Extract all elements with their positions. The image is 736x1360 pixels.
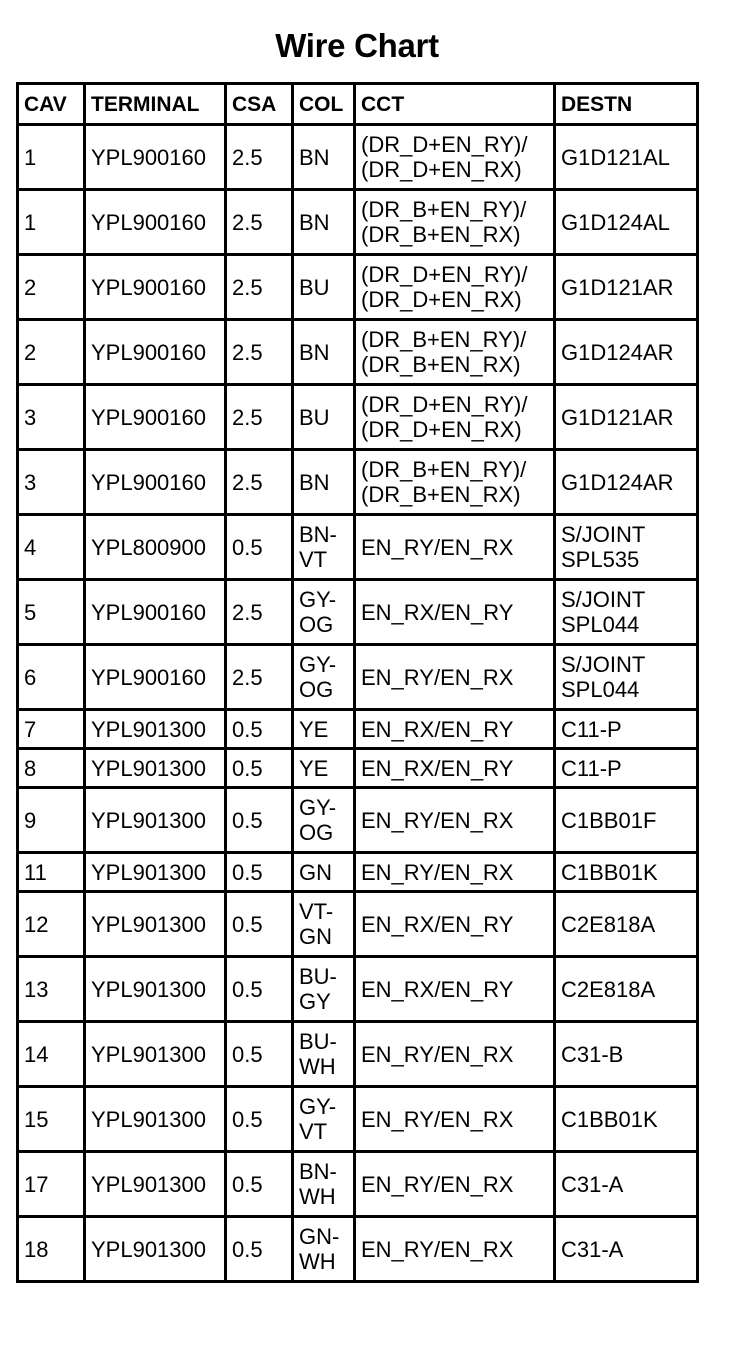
cell-csa: 2.5: [226, 385, 293, 450]
cell-cct: EN_RY/EN_RX: [355, 645, 555, 710]
table-row: [18, 853, 698, 892]
cell-terminal: YPL901300: [85, 853, 226, 892]
cell-terminal: YPL900160: [85, 385, 226, 450]
table-row: [18, 788, 698, 853]
cell-destn: S/JOINT SPL044: [555, 580, 698, 645]
cell-cav: 2: [18, 320, 85, 385]
cell-cav: 3: [18, 450, 85, 515]
table-row: [18, 749, 698, 788]
cell-col: YE: [293, 710, 355, 749]
table-row: [18, 190, 698, 255]
table-row: [18, 1152, 698, 1217]
cell-cct: EN_RY/EN_RX: [355, 1152, 555, 1217]
cell-terminal: YPL800900: [85, 515, 226, 580]
cell-cav: 4: [18, 515, 85, 580]
cell-cav: 8: [18, 749, 85, 788]
table-row: [18, 580, 698, 645]
cell-cav: 14: [18, 1022, 85, 1087]
header-col: COL: [293, 84, 355, 125]
cell-cav: 13: [18, 957, 85, 1022]
cell-destn: S/JOINT SPL535: [555, 515, 698, 580]
cell-terminal: YPL901300: [85, 1087, 226, 1152]
cell-cav: 9: [18, 788, 85, 853]
cell-cav: 15: [18, 1087, 85, 1152]
cell-csa: 2.5: [226, 645, 293, 710]
cell-col: BN: [293, 320, 355, 385]
table-row: [18, 255, 698, 320]
cell-csa: 0.5: [226, 515, 293, 580]
cell-terminal: YPL901300: [85, 788, 226, 853]
cell-terminal: YPL901300: [85, 1022, 226, 1087]
cell-csa: 2.5: [226, 450, 293, 515]
cell-terminal: YPL900160: [85, 645, 226, 710]
cell-cct: (DR_D+EN_RY)/ (DR_D+EN_RX): [355, 385, 555, 450]
cell-terminal: YPL900160: [85, 190, 226, 255]
cell-col: BU: [293, 255, 355, 320]
cell-destn: C31-B: [555, 1022, 698, 1087]
cell-col: GN- WH: [293, 1217, 355, 1282]
cell-destn: C2E818A: [555, 957, 698, 1022]
cell-col: GY- OG: [293, 580, 355, 645]
table-row: [18, 957, 698, 1022]
table-row: [18, 450, 698, 515]
header-destn: DESTN: [555, 84, 698, 125]
cell-terminal: YPL900160: [85, 320, 226, 385]
cell-destn: C31-A: [555, 1217, 698, 1282]
cell-cav: 7: [18, 710, 85, 749]
cell-destn: G1D124AR: [555, 320, 698, 385]
cell-csa: 0.5: [226, 710, 293, 749]
cell-cct: (DR_B+EN_RY)/ (DR_B+EN_RX): [355, 190, 555, 255]
cell-col: GY- VT: [293, 1087, 355, 1152]
cell-cct: EN_RY/EN_RX: [355, 788, 555, 853]
cell-terminal: YPL901300: [85, 957, 226, 1022]
cell-destn: G1D121AL: [555, 125, 698, 190]
table-row: [18, 125, 698, 190]
table-row: [18, 1022, 698, 1087]
cell-col: VT- GN: [293, 892, 355, 957]
cell-csa: 2.5: [226, 125, 293, 190]
cell-csa: 0.5: [226, 1152, 293, 1217]
cell-cct: (DR_B+EN_RY)/ (DR_B+EN_RX): [355, 450, 555, 515]
wire-chart-table: [16, 82, 699, 1283]
cell-cct: EN_RX/EN_RY: [355, 957, 555, 1022]
cell-cct: (DR_D+EN_RY)/ (DR_D+EN_RX): [355, 255, 555, 320]
cell-csa: 0.5: [226, 892, 293, 957]
cell-cct: EN_RY/EN_RX: [355, 1217, 555, 1282]
cell-destn: G1D121AR: [555, 255, 698, 320]
cell-destn: G1D124AR: [555, 450, 698, 515]
cell-cct: EN_RX/EN_RY: [355, 892, 555, 957]
cell-col: BN- WH: [293, 1152, 355, 1217]
cell-cct: (DR_D+EN_RY)/ (DR_D+EN_RX): [355, 125, 555, 190]
cell-destn: C31-A: [555, 1152, 698, 1217]
cell-csa: 2.5: [226, 580, 293, 645]
cell-csa: 2.5: [226, 320, 293, 385]
cell-terminal: YPL901300: [85, 710, 226, 749]
table-row: [18, 385, 698, 450]
cell-csa: 0.5: [226, 749, 293, 788]
cell-cct: EN_RX/EN_RY: [355, 749, 555, 788]
table-row: [18, 710, 698, 749]
cell-col: GN: [293, 853, 355, 892]
cell-cct: EN_RY/EN_RX: [355, 1022, 555, 1087]
cell-csa: 0.5: [226, 1087, 293, 1152]
cell-cav: 18: [18, 1217, 85, 1282]
cell-cct: EN_RY/EN_RX: [355, 853, 555, 892]
table-row: [18, 1087, 698, 1152]
header-cct: CCT: [355, 84, 555, 125]
cell-col: BN: [293, 125, 355, 190]
cell-terminal: YPL900160: [85, 450, 226, 515]
cell-cct: EN_RY/EN_RX: [355, 1087, 555, 1152]
table-row: [18, 320, 698, 385]
cell-destn: G1D124AL: [555, 190, 698, 255]
cell-destn: G1D121AR: [555, 385, 698, 450]
page-title: Wire Chart: [275, 27, 439, 64]
cell-cct: EN_RX/EN_RY: [355, 710, 555, 749]
cell-cct: (DR_B+EN_RY)/ (DR_B+EN_RX): [355, 320, 555, 385]
cell-col: BU- WH: [293, 1022, 355, 1087]
table-row: [18, 515, 698, 580]
cell-destn: C11-P: [555, 749, 698, 788]
header-terminal: TERMINAL: [85, 84, 226, 125]
cell-cct: EN_RX/EN_RY: [355, 580, 555, 645]
cell-col: BN- VT: [293, 515, 355, 580]
cell-destn: C2E818A: [555, 892, 698, 957]
cell-terminal: YPL901300: [85, 749, 226, 788]
cell-col: BU: [293, 385, 355, 450]
cell-csa: 0.5: [226, 853, 293, 892]
cell-col: BN: [293, 190, 355, 255]
cell-cav: 3: [18, 385, 85, 450]
cell-cav: 2: [18, 255, 85, 320]
table-row: [18, 892, 698, 957]
cell-cav: 1: [18, 190, 85, 255]
cell-col: YE: [293, 749, 355, 788]
cell-cav: 1: [18, 125, 85, 190]
header-cav: CAV: [18, 84, 85, 125]
cell-csa: 2.5: [226, 190, 293, 255]
cell-cav: 11: [18, 853, 85, 892]
cell-cav: 6: [18, 645, 85, 710]
cell-cav: 5: [18, 580, 85, 645]
cell-col: GY- OG: [293, 645, 355, 710]
table-row: [18, 645, 698, 710]
cell-destn: S/JOINT SPL044: [555, 645, 698, 710]
cell-csa: 0.5: [226, 788, 293, 853]
cell-cav: 17: [18, 1152, 85, 1217]
cell-col: BN: [293, 450, 355, 515]
cell-terminal: YPL900160: [85, 255, 226, 320]
header-row: [18, 84, 698, 125]
cell-csa: 2.5: [226, 255, 293, 320]
cell-terminal: YPL900160: [85, 580, 226, 645]
cell-terminal: YPL901300: [85, 1217, 226, 1282]
cell-terminal: YPL901300: [85, 1152, 226, 1217]
cell-col: GY- OG: [293, 788, 355, 853]
cell-cav: 12: [18, 892, 85, 957]
cell-destn: C11-P: [555, 710, 698, 749]
table-row: [18, 1217, 698, 1282]
cell-destn: C1BB01K: [555, 853, 698, 892]
cell-destn: C1BB01K: [555, 1087, 698, 1152]
cell-csa: 0.5: [226, 1217, 293, 1282]
cell-col: BU- GY: [293, 957, 355, 1022]
cell-csa: 0.5: [226, 1022, 293, 1087]
cell-csa: 0.5: [226, 957, 293, 1022]
cell-terminal: YPL901300: [85, 892, 226, 957]
cell-cct: EN_RY/EN_RX: [355, 515, 555, 580]
cell-destn: C1BB01F: [555, 788, 698, 853]
cell-terminal: YPL900160: [85, 125, 226, 190]
header-csa: CSA: [226, 84, 293, 125]
